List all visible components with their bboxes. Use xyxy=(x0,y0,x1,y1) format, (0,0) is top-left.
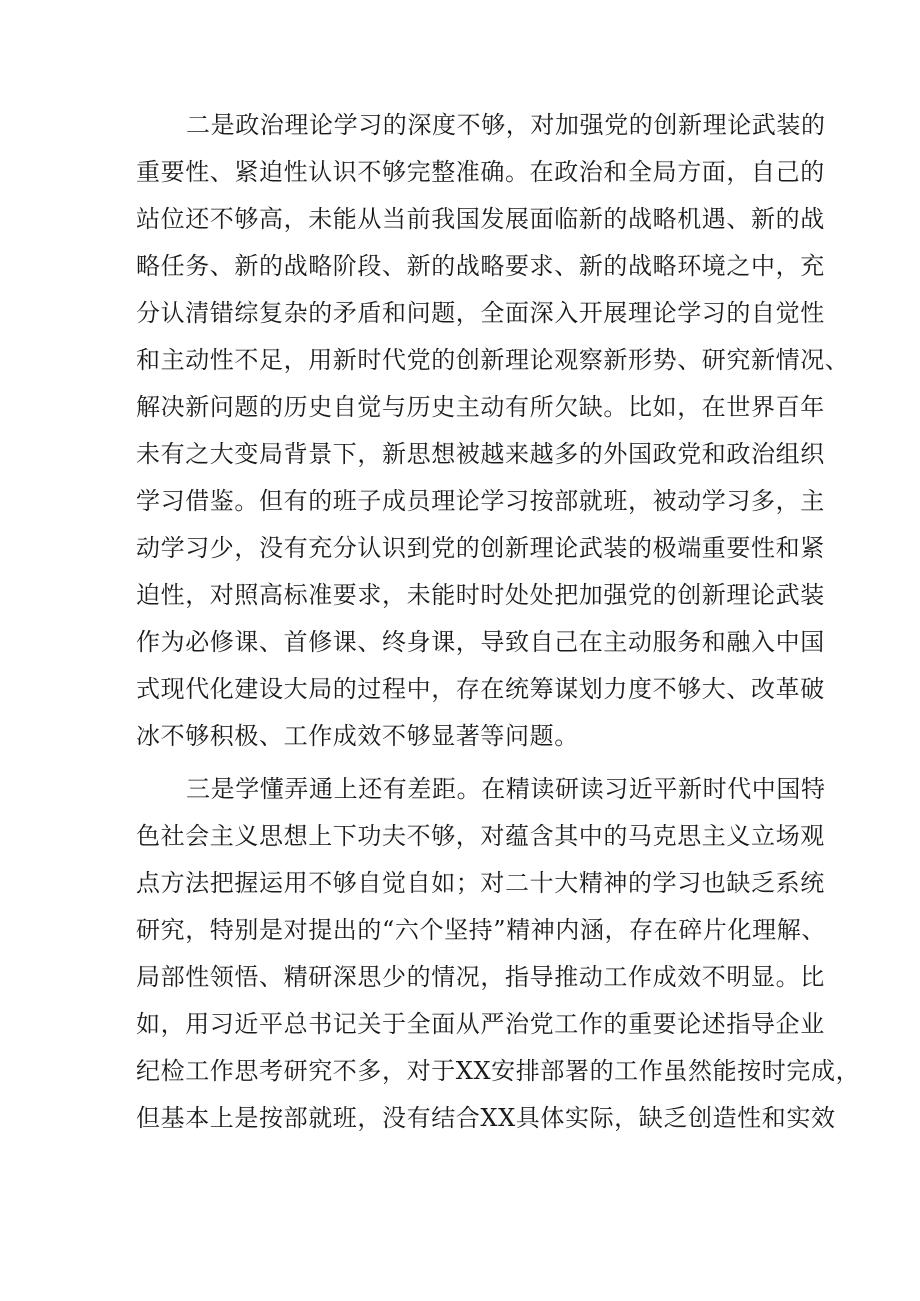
paragraph-line: 局部性领悟、精研深思少的情况，指导推动工作成效不明显。比 xyxy=(136,963,825,991)
paragraph-line: 如，用习近平总书记关于全面从严治党工作的重要论述指导企业 xyxy=(136,1010,825,1038)
paragraph-line: 二是政治理论学习的深度不够，对加强党的创新理论武装的 xyxy=(186,111,826,139)
paragraph-line: 迫性，对照高标准要求，未能时时处处把加强党的创新理论武装 xyxy=(136,581,825,609)
paragraph-line: 色社会主义思想上下功夫不够，对蕴含其中的马克思主义立场观 xyxy=(136,822,825,850)
paragraph-2 xyxy=(136,102,850,760)
document-body xyxy=(136,102,861,1142)
paragraph-line: 解决新问题的历史自觉与历史主动有所欠缺。比如，在世界百年 xyxy=(136,393,825,421)
paragraph-line: 三是学懂弄通上还有差距。在精读研读习近平新时代中国特 xyxy=(186,775,826,803)
paragraph-line: 重要性、紧迫性认识不够完整准确。在政治和全局方面，自己的 xyxy=(136,158,825,186)
paragraph-line: 学习借鉴。但有的班子成员理论学习按部就班，被动学习多，主 xyxy=(136,487,825,515)
paragraph-line: 但基本上是按部就班，没有结合XX具体实际，缺乏创造性和实效 xyxy=(136,1104,836,1132)
paragraph-line: 动学习少，没有充分认识到党的创新理论武装的极端重要性和紧 xyxy=(136,534,825,562)
paragraph-line: 作为必修课、首修课、终身课，导致自己在主动服务和融入中国 xyxy=(136,628,825,656)
paragraph-line: 站位还不够高，未能从当前我国发展面临新的战略机遇、新的战 xyxy=(136,205,825,233)
paragraph-line: 略任务、新的战略阶段、新的战略要求、新的战略环境之中，充 xyxy=(136,252,825,280)
paragraph-line: 点方法把握运用不够自觉自如；对二十大精神的学习也缺乏系统 xyxy=(136,869,825,897)
paragraph-line: 式现代化建设大局的过程中，存在统筹谋划力度不够大、改革破 xyxy=(136,675,825,703)
paragraph-line: 和主动性不足，用新时代党的创新理论观察新形势、研究新情况、 xyxy=(136,346,850,374)
paragraph-line: 未有之大变局背景下，新思想被越来越多的外国政党和政治组织 xyxy=(136,440,825,468)
paragraph-line: 研究，特别是对提出的“六个坚持”精神内涵，存在碎片化理解、 xyxy=(136,916,826,944)
paragraph-line: 分认清错综复杂的矛盾和问题，全面深入开展理论学习的自觉性 xyxy=(136,299,825,327)
paragraph-line: 冰不够积极、工作成效不够显著等问题。 xyxy=(136,722,579,750)
paragraph-line: 纪检工作思考研究不多，对于XX安排部署的工作虽然能按时完成， xyxy=(136,1057,861,1085)
paragraph-3 xyxy=(136,766,861,1142)
